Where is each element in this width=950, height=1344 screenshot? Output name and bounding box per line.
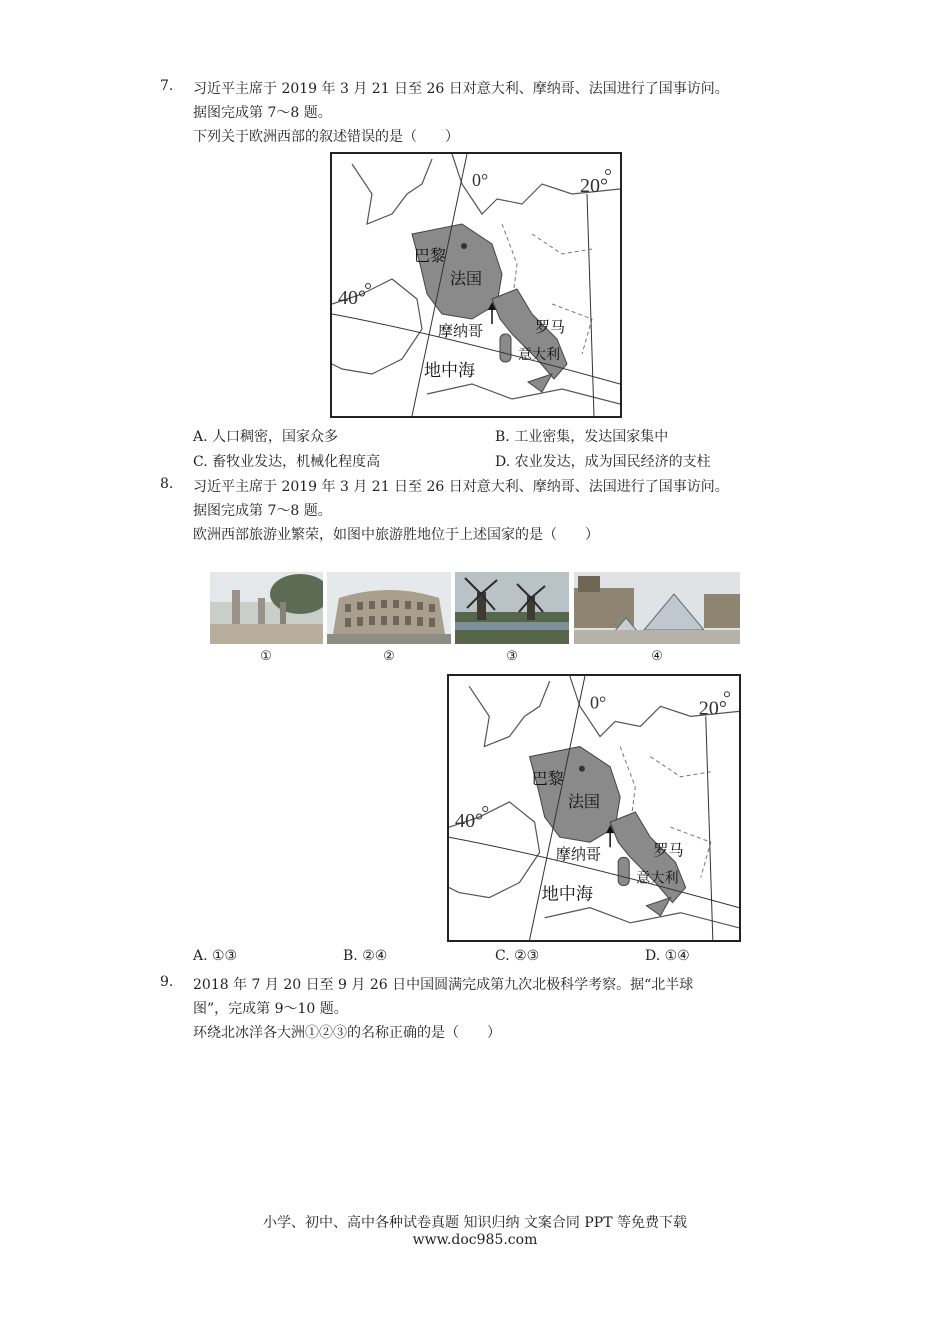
map2-label-20: 20° bbox=[698, 697, 727, 720]
map1-label-40: 40° bbox=[338, 287, 366, 309]
q7-stem-line1: 习近平主席于 2019 年 3 月 21 日至 26 日对意大利、摩纳哥、法国进行了国事访问。 bbox=[193, 81, 729, 97]
europe-map-1-drawing bbox=[332, 154, 620, 416]
map1-label-italy: 意大利 bbox=[518, 346, 560, 362]
map1-label-rome: 罗马 bbox=[535, 319, 566, 336]
photo-caption-1: ① bbox=[260, 649, 272, 664]
q9-stem-line1: 2018 年 7 月 20 日至 9 月 26 日中国圆满完成第九次北极科学考察。据“北半球 bbox=[193, 977, 694, 993]
q8-option-c: C. ②③ bbox=[495, 948, 540, 964]
photo-caption-2: ② bbox=[383, 649, 395, 664]
photo-louvre bbox=[574, 572, 740, 644]
q7-option-c: C. 畜牧业发达，机械化程度高 bbox=[193, 454, 381, 470]
footer-link[interactable]: www.doc985.com bbox=[412, 1232, 538, 1248]
map2-label-rome: 罗马 bbox=[653, 842, 684, 860]
photo-windmills bbox=[455, 572, 569, 644]
map1-label-paris: 巴黎 bbox=[414, 248, 447, 265]
q7-option-a: A. 人口稠密，国家众多 bbox=[193, 429, 339, 445]
q9-question: 环绕北冰洋各大洲①②③的名称正确的是（ ） bbox=[193, 1025, 501, 1041]
photo-caption-3: ③ bbox=[506, 649, 518, 664]
q7-option-d: D. 农业发达，成为国民经济的支柱 bbox=[495, 454, 711, 470]
q7-option-b: B. 工业密集，发达国家集中 bbox=[495, 429, 669, 445]
photo-colosseum bbox=[327, 572, 451, 644]
q8-stem-line1: 习近平主席于 2019 年 3 月 21 日至 26 日对意大利、摩纳哥、法国进行了国事访问。 bbox=[193, 479, 729, 495]
q8-option-a: A. ①③ bbox=[193, 948, 238, 964]
map2-label-40: 40° bbox=[455, 810, 484, 833]
q9-stem-line2: 图”，完成第 9～10 题。 bbox=[193, 1001, 348, 1017]
map1-label-0: 0° bbox=[472, 170, 489, 190]
q7-question: 下列关于欧洲西部的叙述错误的是（ ） bbox=[193, 129, 459, 145]
q8-question: 欧洲西部旅游业繁荣，如图中旅游胜地位于上述国家的是（ ） bbox=[193, 527, 599, 543]
europe-map-2 bbox=[447, 674, 741, 942]
q7-stem-line2: 据图完成第 7～8 题。 bbox=[193, 105, 332, 121]
map2-label-france: 法国 bbox=[567, 792, 601, 811]
map2-label-med: 地中海 bbox=[541, 884, 593, 904]
map2-label-italy: 意大利 bbox=[636, 869, 679, 886]
q8-number: 8. bbox=[160, 476, 174, 492]
q8-option-b: B. ②④ bbox=[343, 948, 388, 964]
footer-text: 小学、初中、高中各种试卷真题 知识归纳 文案合同 PPT 等免费下载 bbox=[263, 1215, 687, 1231]
photo-caption-4: ④ bbox=[651, 649, 663, 664]
q8-option-d: D. ①④ bbox=[645, 948, 690, 964]
map1-label-france: 法国 bbox=[450, 271, 483, 288]
map1-label-20: 20° bbox=[580, 175, 608, 197]
map2-label-0: 0° bbox=[589, 692, 607, 713]
europe-map-1 bbox=[330, 152, 622, 418]
map2-label-monaco: 摩纳哥 bbox=[555, 846, 602, 864]
q7-number: 7. bbox=[160, 78, 174, 94]
q8-stem-line2: 据图完成第 7～8 题。 bbox=[193, 503, 332, 519]
europe-map-2-drawing bbox=[449, 676, 739, 940]
map2-label-paris: 巴黎 bbox=[531, 769, 564, 788]
map1-label-med: 地中海 bbox=[424, 361, 475, 380]
q9-number: 9. bbox=[160, 974, 174, 990]
photo-ruins bbox=[210, 572, 323, 644]
map1-label-monaco: 摩纳哥 bbox=[438, 323, 484, 340]
